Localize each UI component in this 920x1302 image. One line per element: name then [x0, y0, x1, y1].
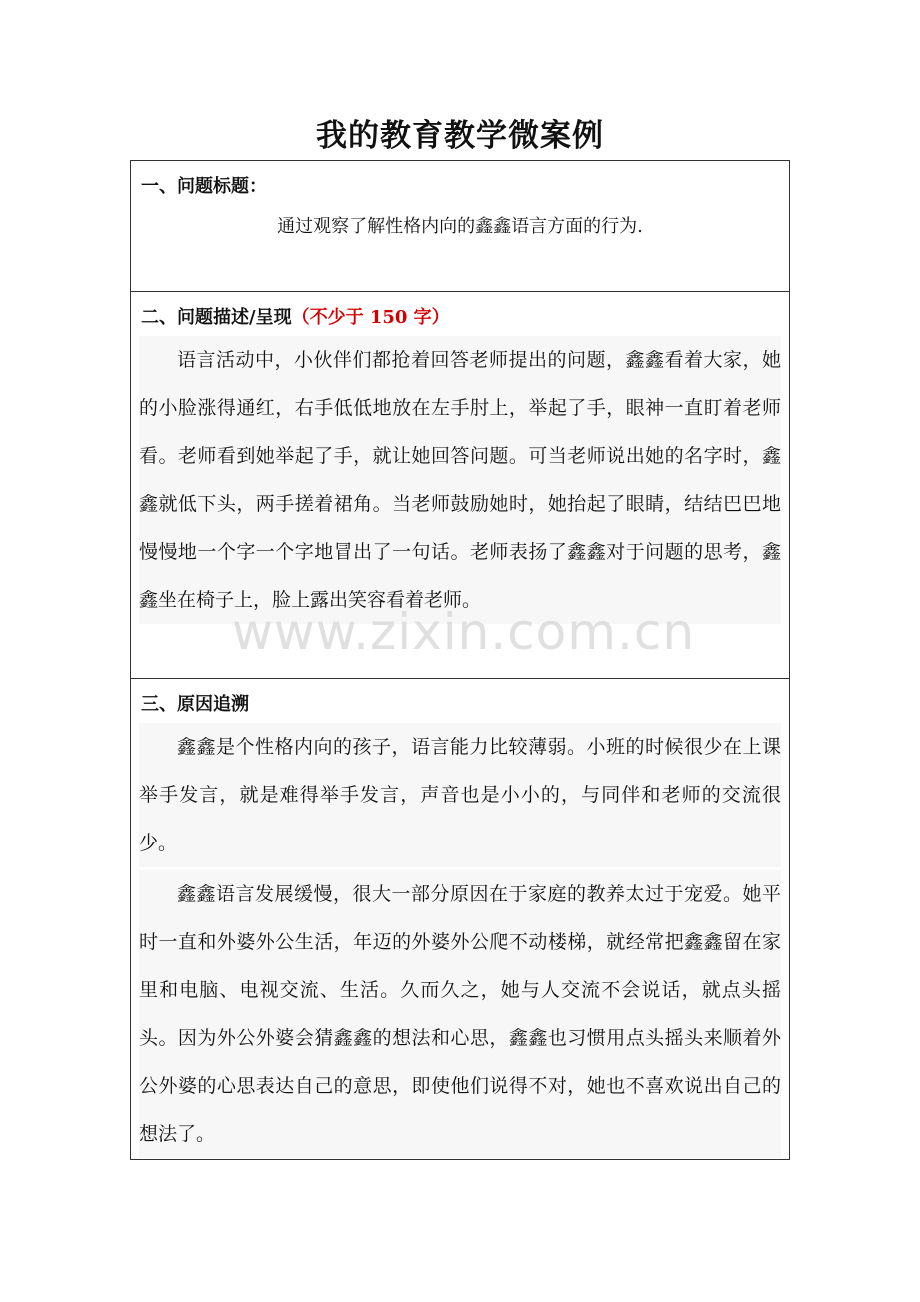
section-body [131, 717, 789, 1158]
cause-paragraph-1: 鑫鑫是个性格内向的孩子，语言能力比较薄弱。小班的时候很少在上课举手发言，就是难得举手发言，声音也是小小的，与同伴和老师的交流很少。 [139, 723, 781, 867]
case-table [130, 160, 790, 1160]
section-heading [131, 292, 789, 330]
cause-paragraph-2: 鑫鑫语言发展缓慢，很大一部分原因在于家庭的教养太过于宠爱。她平时一直和外婆外公生活，年迈的外婆外公爬不动楼梯，就经常把鑫鑫留在家里和电脑、电视交流、生活。久而久之，她与人交流不会说话，就点头摇头。因为外公外婆会猜鑫鑫的想法和心思，鑫鑫也习惯用点头摇头来顺着外公外婆的心思表达自己的意思，即使他们说得不对，她也不喜欢说出自己的想法了。 [139, 870, 781, 1158]
watermark: www.zixin.com.cn [232, 603, 696, 661]
section-heading: 一、问题标题： [141, 176, 267, 197]
section-problem-title [131, 161, 789, 292]
section-heading-label: 二、问题描述/呈现 [141, 307, 292, 328]
problem-title-text: 通过观察了解性格内向的鑫鑫语言方面的行为. [277, 216, 643, 237]
section-heading: 三、原因追溯 [141, 694, 249, 715]
section-body [131, 330, 789, 624]
page-title: 我的教育教学微案例 [316, 118, 604, 154]
word-count-note: （不少于 150 字） [291, 307, 450, 328]
section-cause [131, 679, 789, 1159]
description-paragraph: 语言活动中，小伙伴们都抢着回答老师提出的问题，鑫鑫看着大家，她的小脸涨得通红，右手低低地放在左手肘上，举起了手，眼神一直盯着老师看。老师看到她举起了手，就让她回答问题。可当老师说出她的名字时，鑫鑫就低下头，两手搓着裙角。当老师鼓励她时，她抬起了眼睛，结结巴巴地慢慢地一个字一个字地冒出了一句话。老师表扬了鑫鑫对于问题的思考，鑫鑫坐在椅子上，脸上露出笑容看着老师。 [139, 336, 781, 624]
section-description [131, 292, 789, 679]
